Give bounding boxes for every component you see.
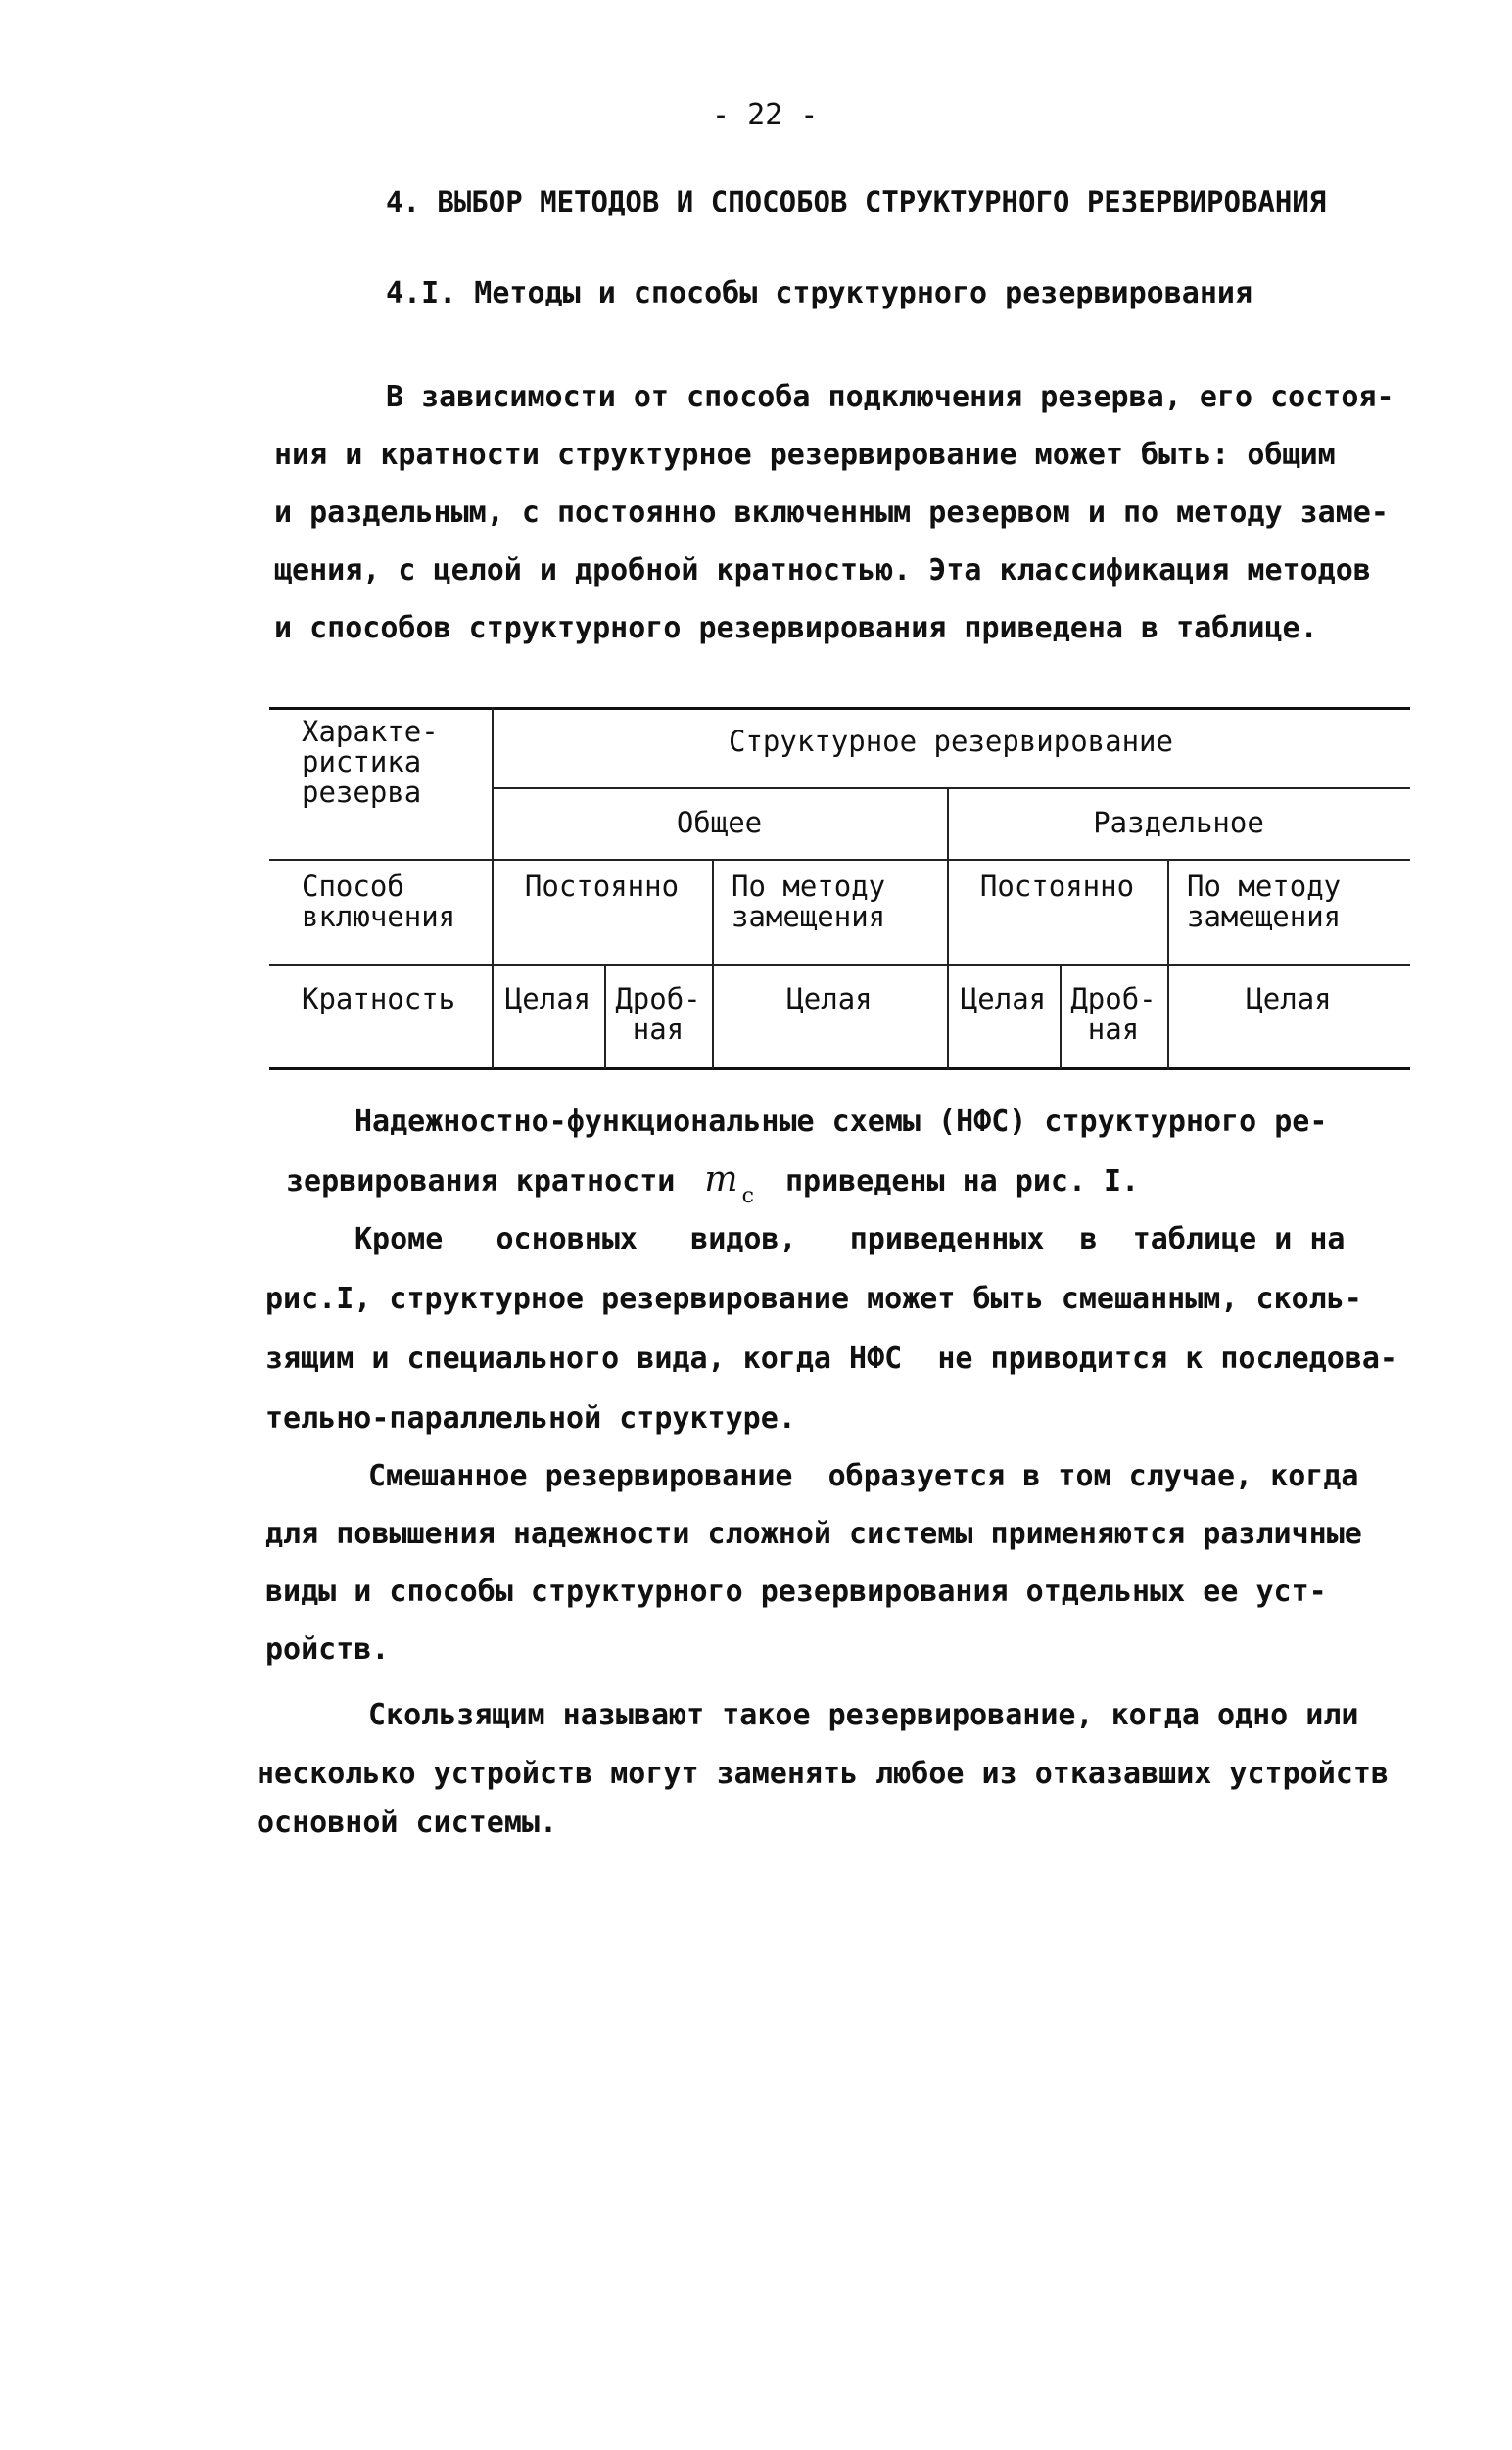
paragraph-line: зящим и специального вида, когда НФС не приводится к последова- [265,1342,1397,1376]
paragraph-line: тельно-параллельной структуре. [265,1401,796,1436]
paragraph-line: несколько устройств могут заменять любое из отказавших устройств [257,1757,1389,1791]
table-divider [712,859,714,1069]
cell-whole: Целая [786,982,873,1015]
cell-whole: Целая [504,982,591,1015]
row-label-multiplicity: Кратность [302,982,456,1015]
math-symbol: m $_c$ [704,1159,754,1208]
paragraph-line: основной системы. [257,1806,558,1840]
paragraph-line: зервирования кратности m $_c$ приведены на рис. I. [286,1159,1140,1208]
paragraph-line: В зависимости от способа подключения резерва, его состоя- [386,380,1394,414]
section-heading: 4. ВЫБОР МЕТОДОВ И СПОСОБОВ СТРУКТУРНОГО РЕЗЕРВИРОВАНИЯ [386,185,1327,218]
paragraph-line: и раздельным, с постоянно включенным резервом и по методу заме- [274,495,1389,530]
classification-table [269,707,1410,1069]
cell-whole: Целая [960,982,1047,1015]
page-number: - 22 - [712,98,819,132]
header-separate: Раздельное [1093,806,1264,839]
cell-by-method: По методу замещения [732,870,886,933]
header-structural-reservation: Структурное резервирование [729,725,1173,758]
paragraph-line: ния и кратности структурное резервирование может быть: общим [274,438,1336,472]
paragraph-line: Надежностно-функциональные схемы (НФС) структурного ре- [354,1105,1328,1139]
paragraph-line: Скользящим называют такое резервирование, когда одно или [368,1698,1359,1732]
paragraph-line: ройств. [265,1632,390,1667]
header-characteristic: Характе- ристика резерва [302,715,439,809]
paragraph-line: щения, с целой и дробной кратностью. Эта классификация методов [274,553,1371,588]
table-rule [269,964,1410,966]
row-label-inclusion: Способ включения [302,870,456,933]
cell-by-method: По методу замещения [1187,870,1342,933]
paragraph-line: и способов структурного резервирования приведена в таблице. [274,611,1318,645]
header-general: Общее [676,806,763,839]
subsection-heading: 4.I. Методы и способы структурного резервирования [386,276,1253,310]
table-top-rule [269,707,1410,710]
paragraph-line: Смешанное резервирование образуется в том случае, когда [368,1459,1359,1493]
table-bottom-rule [269,1067,1410,1070]
paragraph-line: для повышения надежности сложной системы применяются различные [265,1517,1362,1551]
table-divider [1167,859,1169,1069]
cell-constant: Постоянно [524,870,680,903]
cell-whole: Целая [1246,982,1332,1015]
cell-fractional: Дроб- ная [1070,982,1157,1046]
paragraph-line: рис.I, структурное резервирование может быть смешанным, сколь- [265,1282,1362,1316]
table-rule [492,787,1410,789]
paragraph-line: Кроме основных видов, приведенных в таблице и на [354,1222,1346,1256]
cell-fractional: Дроб- ная [615,982,701,1046]
table-rule [269,859,1410,861]
paragraph-line: виды и способы структурного резервирования отдельных ее уст- [265,1575,1327,1609]
cell-constant: Постоянно [979,870,1135,903]
